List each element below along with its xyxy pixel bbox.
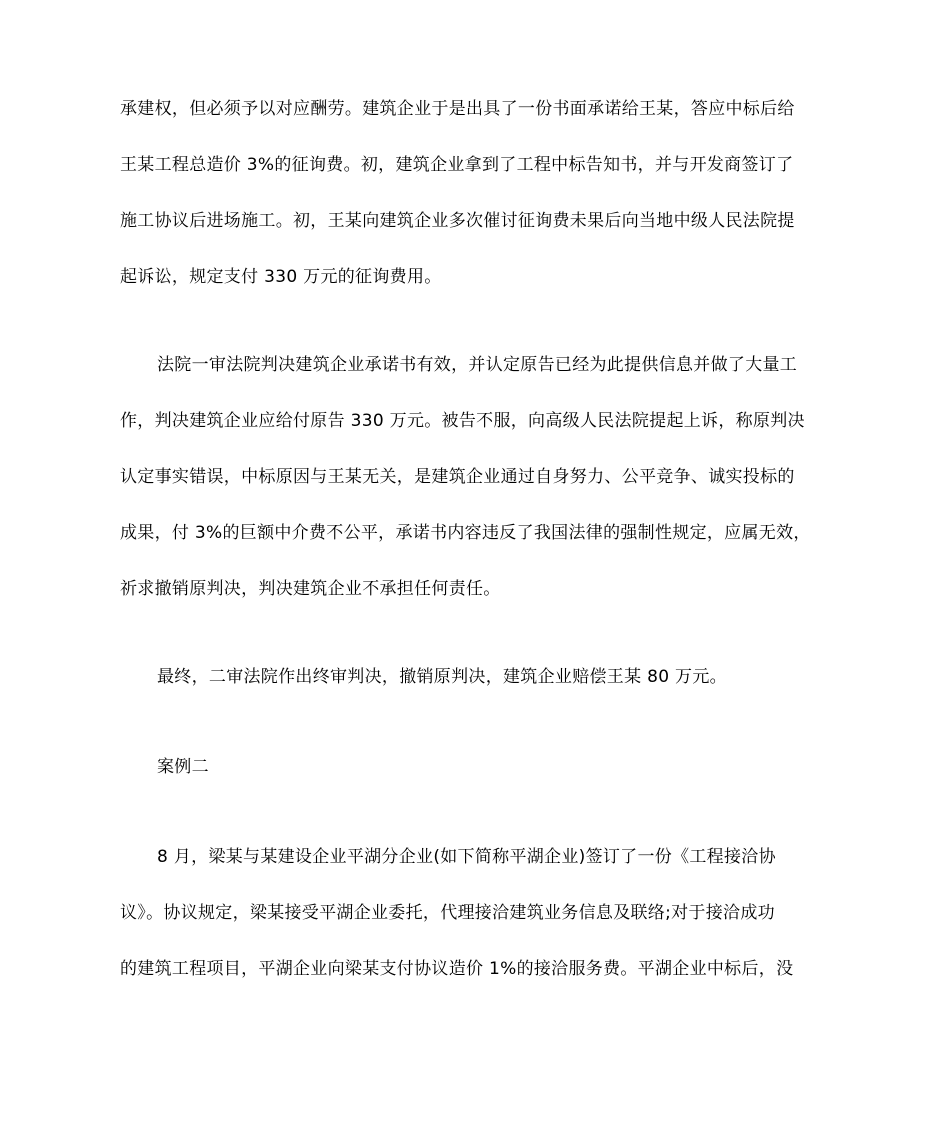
paragraph-1-line-1: 承建权，但必须予以对应酬劳。建筑企业于是出具了一份书面承诺给王某，答应中标后给 — [120, 99, 795, 119]
paragraph-2-line-2: 作，判决建筑企业应给付原告 330 万元。被告不服，向高级人民法院提起上诉，称原判决 — [120, 411, 805, 431]
paragraph-1-line-3: 施工协议后进场施工。初，王某向建筑企业多次催讨征询费未果后向当地中级人民法院提 — [120, 211, 795, 231]
paragraph-2-line-4: 成果，付 3%的巨额中介费不公平，承诺书内容违反了我国法律的强制性规定，应属无效， — [120, 523, 811, 543]
paragraph-3-line-1: 最终，二审法院作出终审判决，撤销原判决，建筑企业赔偿王某 80 万元。 — [157, 667, 727, 687]
paragraph-2-line-1: 法院一审法院判决建筑企业承诺书有效，并认定原告已经为此提供信息并做了大量工 — [157, 355, 798, 375]
paragraph-4-line-1: 8 月，梁某与某建设企业平湖分企业(如下简称平湖企业)签订了一份《工程接洽协 — [157, 847, 776, 867]
paragraph-4-line-2: 议》。协议规定，梁某接受平湖企业委托，代理接洽建筑业务信息及联络;对于接洽成功 — [120, 903, 775, 923]
paragraph-2-line-3: 认定事实错误，中标原因与王某无关，是建筑企业通过自身努力、公平竞争、诚实投标的 — [120, 467, 795, 487]
case-2-heading: 案例二 — [157, 757, 209, 777]
paragraph-1-line-4: 起诉讼，规定支付 330 万元的征询费用。 — [120, 267, 442, 287]
paragraph-1-line-2: 王某工程总造价 3%的征询费。初，建筑企业拿到了工程中标告知书，并与开发商签订了 — [120, 155, 794, 175]
paragraph-2-line-5: 祈求撤销原判决，判决建筑企业不承担任何责任。 — [120, 579, 501, 599]
paragraph-4-line-3: 的建筑工程项目，平湖企业向梁某支付协议造价 1%的接洽服务费。平湖企业中标后，没 — [120, 959, 794, 979]
